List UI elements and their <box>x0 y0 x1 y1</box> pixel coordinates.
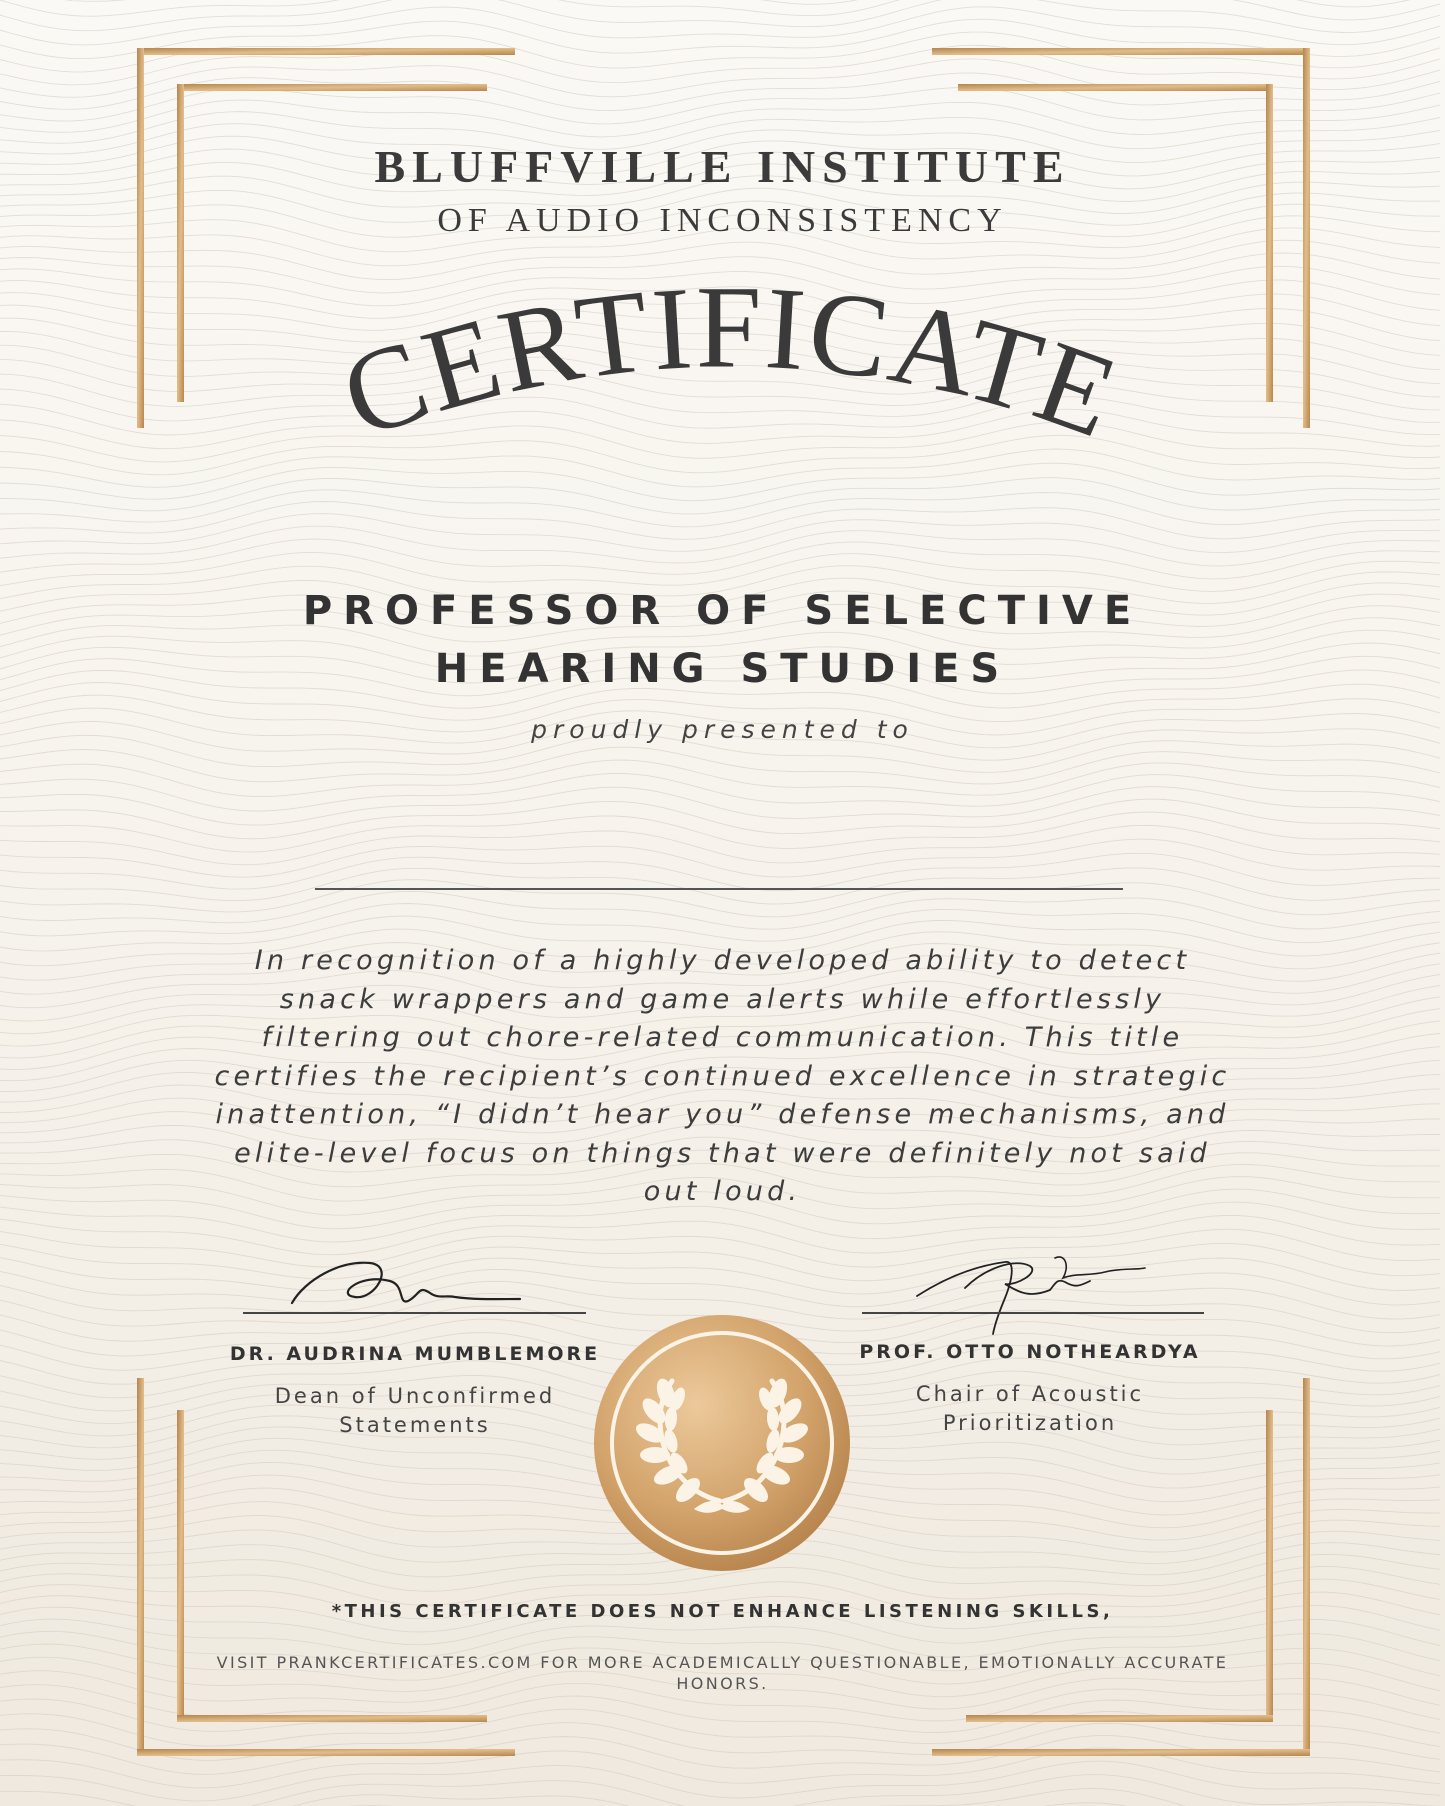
citation-text <box>210 942 1235 1212</box>
signatory-role-left <box>200 1382 630 1440</box>
footer-line: HONORS. <box>676 1674 769 1693</box>
disclaimer-text: *THIS CERTIFICATE DOES NOT ENHANCE LISTENING SKILLS, <box>331 1601 1114 1622</box>
certificate-word: CERTIFICATE <box>326 261 1135 464</box>
institution-subtitle: OF AUDIO INCONSISTENCY <box>437 202 1008 239</box>
institution-name: BLUFFVILLE INSTITUTE <box>374 141 1071 192</box>
signatory-role-right <box>815 1380 1245 1438</box>
signatory-role-line: Prioritization <box>942 1411 1118 1435</box>
signatory-role-line: Chair of Acoustic <box>915 1382 1145 1406</box>
citation-line: out loud. <box>643 1176 802 1207</box>
award-title-line1: PROFESSOR OF SELECTIVE <box>302 588 1143 634</box>
signature-right <box>905 1248 1155 1338</box>
footer-text <box>180 1652 1265 1694</box>
gold-seal <box>592 1313 852 1573</box>
recipient-name-line <box>315 888 1123 890</box>
signatory-name-left: DR. AUDRINA MUMBLEMORE <box>229 1343 601 1365</box>
signature-left <box>280 1255 530 1315</box>
citation-line: inattention, “I didn’t hear you” defense mechanisms, and <box>215 1099 1230 1130</box>
award-title-line2: HEARING STUDIES <box>434 646 1011 692</box>
signatory-name-right: PROF. OTTO NOTHEARDYA <box>859 1341 1201 1363</box>
presented-to-text: proudly presented to <box>531 715 914 744</box>
citation-line: certifies the recipient’s continued excellence in strategic <box>214 1060 1231 1092</box>
citation-line: filtering out chore-related communication. This title <box>261 1022 1184 1053</box>
signature-line-left <box>243 1312 586 1314</box>
citation-line: elite-level focus on things that were definitely not said <box>234 1137 1211 1169</box>
signatory-role-line: Statements <box>339 1413 491 1437</box>
footer-line: VISIT PRANKCERTIFICATES.COM FOR MORE ACADEMICALLY QUESTIONABLE, EMOTIONALLY ACCURATE <box>216 1653 1229 1672</box>
citation-line: In recognition of a highly developed ability to detect <box>254 945 1191 976</box>
citation-line: snack wrappers and game alerts while effortlessly <box>279 983 1166 1015</box>
signatory-role-line: Dean of Unconfirmed <box>274 1384 556 1408</box>
signature-line-right <box>862 1312 1204 1314</box>
award-title <box>0 582 1445 698</box>
svg-text:CERTIFICATE <box>326 261 1134 463</box>
